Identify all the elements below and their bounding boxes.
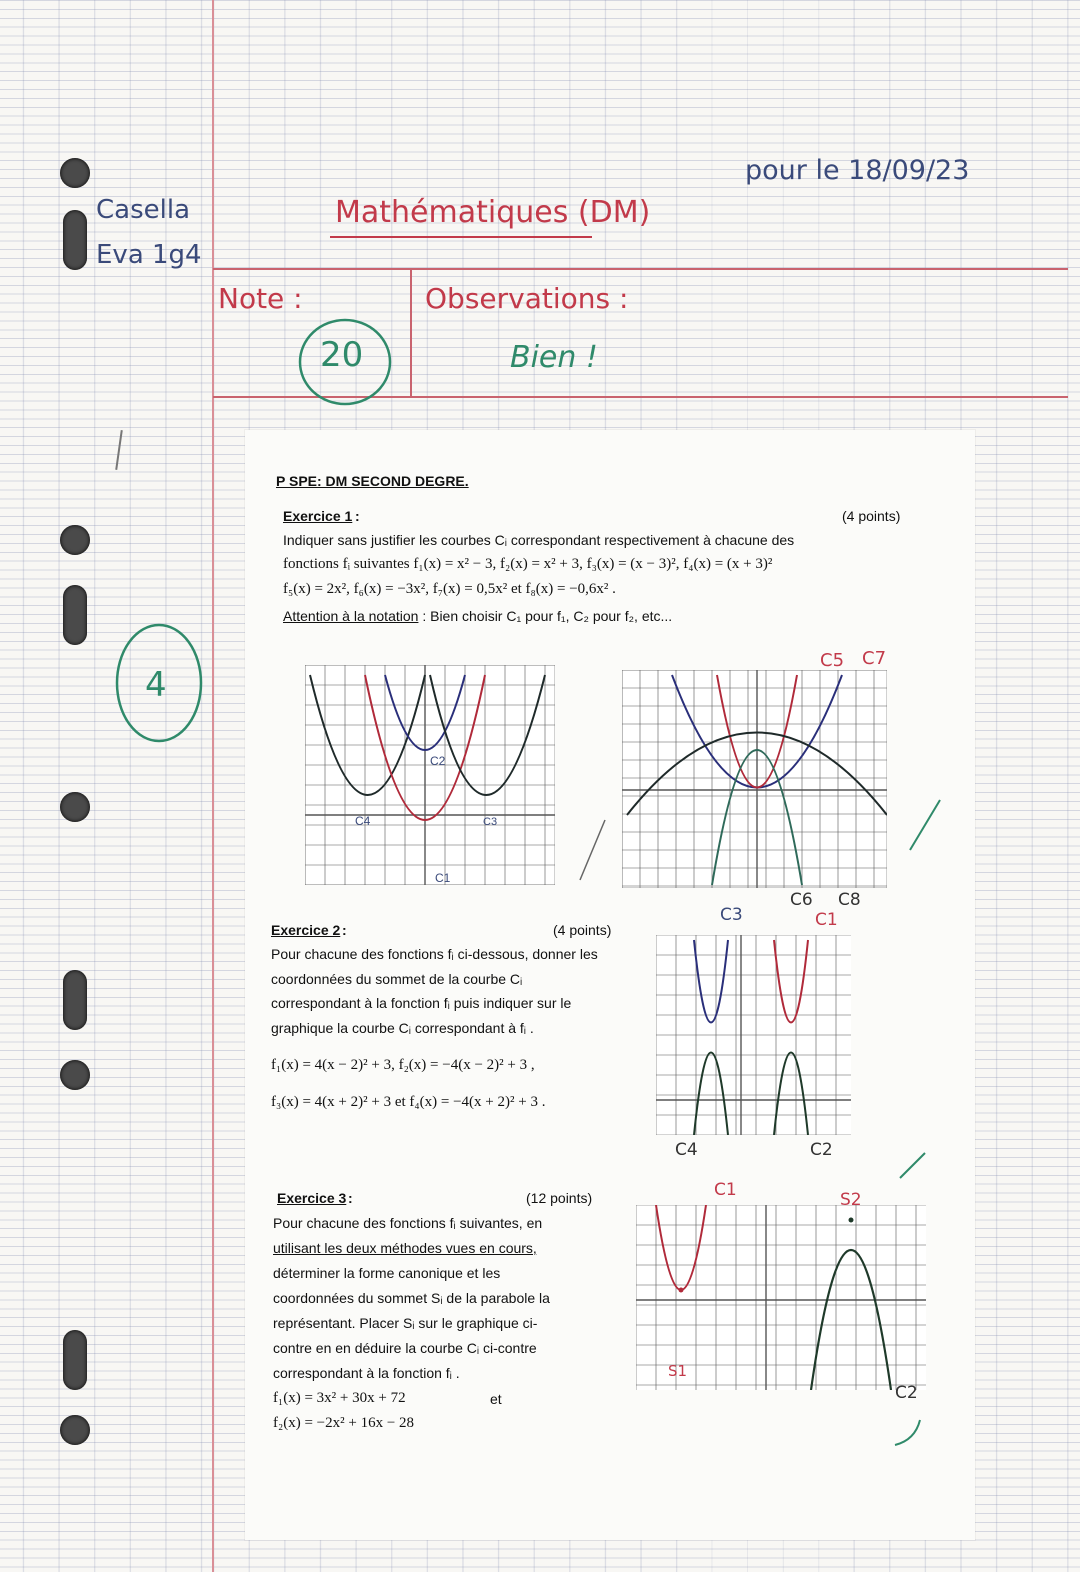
- label-c1: C1: [435, 871, 451, 885]
- binder-hole: [63, 585, 87, 645]
- ex3-line: Pour chacune des fonctions fᵢ suivantes, en: [273, 1215, 543, 1231]
- vertex-s1: [679, 1288, 684, 1293]
- ex2-heading: Exercice 2: [271, 922, 341, 938]
- binder-hole: [63, 970, 87, 1030]
- check-mark-icon: [895, 1148, 930, 1183]
- doc-title: P SPE: DM SECOND DEGRE.: [276, 473, 469, 489]
- ex1-heading-colon: :: [355, 508, 360, 524]
- margin-tick: [115, 430, 123, 470]
- label-c2: C2: [895, 1383, 918, 1403]
- student-name-class: Eva 1g4: [96, 240, 202, 270]
- label-s2: S2: [840, 1190, 862, 1210]
- binder-hole: [60, 792, 90, 822]
- grade-label: Note :: [218, 282, 303, 315]
- ex3-line: déterminer la forme canonique et les: [273, 1265, 501, 1281]
- label-c1: C1: [714, 1180, 737, 1200]
- ex1-graph-1: [305, 665, 555, 885]
- student-surname: Casella: [96, 195, 191, 225]
- label-c2: C2: [810, 1140, 833, 1160]
- grade-value: 20: [320, 335, 364, 375]
- label-c5: C5: [820, 650, 845, 671]
- check-mark-icon: [905, 795, 945, 855]
- ex3-heading-colon: :: [348, 1190, 353, 1206]
- ex2-line: correspondant à la fonction fᵢ puis indiquer sur le: [271, 995, 572, 1011]
- ex2-points: (4 points): [553, 922, 612, 938]
- ex3-line: coordonnées du sommet Sᵢ de la parabole la: [273, 1290, 550, 1306]
- ex3-formula-2: f₂(x) = −2x² + 16x − 28: [273, 1415, 415, 1431]
- binder-hole: [60, 525, 90, 555]
- ex1-note: [283, 608, 672, 624]
- label-c4: C4: [675, 1140, 698, 1160]
- ex2-formula-2: f₃(x) = 4(x + 2)² + 3 et f₄(x) = −4(x + 2)² + 3 .: [271, 1094, 546, 1110]
- ex3-line: correspondant à la fonction fᵢ .: [273, 1365, 460, 1381]
- binder-hole: [63, 1330, 87, 1390]
- label-c8: C8: [838, 890, 861, 910]
- ex1-line3: f₅(x) = 2x², f₆(x) = −3x², f₇(x) = 0,5x² et f₈(x) = −0,6x² .: [283, 581, 616, 597]
- ex1-points: (4 points): [842, 508, 901, 524]
- check-mark-icon: [575, 815, 610, 885]
- ex2-formula-1: f₁(x) = 4(x − 2)² + 3, f₂(x) = −4(x − 2)² + 3 ,: [271, 1057, 535, 1073]
- header-rule-top: [213, 268, 1068, 270]
- ex2-line: graphique la courbe Cᵢ correspondant à fᵢ .: [271, 1020, 534, 1036]
- ex1-note-label: Attention à la notation: [283, 608, 419, 624]
- subject-underline: [330, 236, 592, 238]
- ex3-line: utilisant les deux méthodes vues en cours,: [273, 1240, 537, 1256]
- check-mark-icon: [890, 1415, 925, 1450]
- label-c3: C3: [483, 816, 498, 828]
- header-divider: [410, 268, 412, 396]
- binder-hole: [60, 158, 90, 188]
- ex1-graph-2: [622, 670, 887, 888]
- label-c2: C2: [430, 754, 446, 768]
- label-c7: C7: [862, 648, 887, 669]
- ex3-formula-1-suffix: et: [490, 1391, 502, 1407]
- ex3-points: (12 points): [526, 1190, 593, 1206]
- margin-line: [212, 0, 214, 1572]
- label-s1: S1: [668, 1362, 688, 1380]
- margin-score-value: 4: [145, 665, 167, 705]
- ex3-heading: Exercice 3: [277, 1190, 347, 1206]
- ex3-line: contre en en déduire la courbe Cᵢ ci-contre: [273, 1340, 537, 1356]
- ex2-graph: [656, 935, 851, 1135]
- ex3-line: représentant. Placer Sᵢ sur le graphique ci-: [273, 1315, 538, 1331]
- observations-value: Bien !: [510, 340, 598, 375]
- label-c1: C1: [815, 910, 838, 930]
- ex1-note-text: : Bien choisir C₁ pour f₁, C₂ pour f₂, etc...: [418, 608, 673, 624]
- vertex-s2: [849, 1218, 854, 1223]
- observations-label: Observations :: [425, 282, 629, 315]
- binder-hole: [60, 1415, 90, 1445]
- subject-title: Mathématiques (DM): [335, 195, 651, 230]
- ex3-formula-1: f₁(x) = 3x² + 30x + 72: [273, 1390, 406, 1406]
- binder-hole: [60, 1060, 90, 1090]
- label-c6: C6: [790, 890, 813, 910]
- ex1-heading: Exercice 1: [283, 508, 353, 524]
- ex1-line2: fonctions fᵢ suivantes f₁(x) = x² − 3, f₂(x) = x² + 3, f₃(x) = (x − 3)², f₄(x) = (x + 3)²: [283, 556, 773, 572]
- label-c4: C4: [355, 814, 371, 828]
- ex2-line: Pour chacune des fonctions fᵢ ci-dessous, donner les: [271, 946, 598, 962]
- due-date: pour le 18/09/23: [745, 155, 970, 186]
- label-c3: C3: [720, 905, 743, 925]
- binder-hole: [63, 210, 87, 270]
- ex2-line: coordonnées du sommet de la courbe Cᵢ: [271, 971, 523, 987]
- ex2-heading-colon: :: [342, 922, 347, 938]
- ex1-line1: Indiquer sans justifier les courbes Cᵢ correspondant respectivement à chacune des: [283, 532, 795, 548]
